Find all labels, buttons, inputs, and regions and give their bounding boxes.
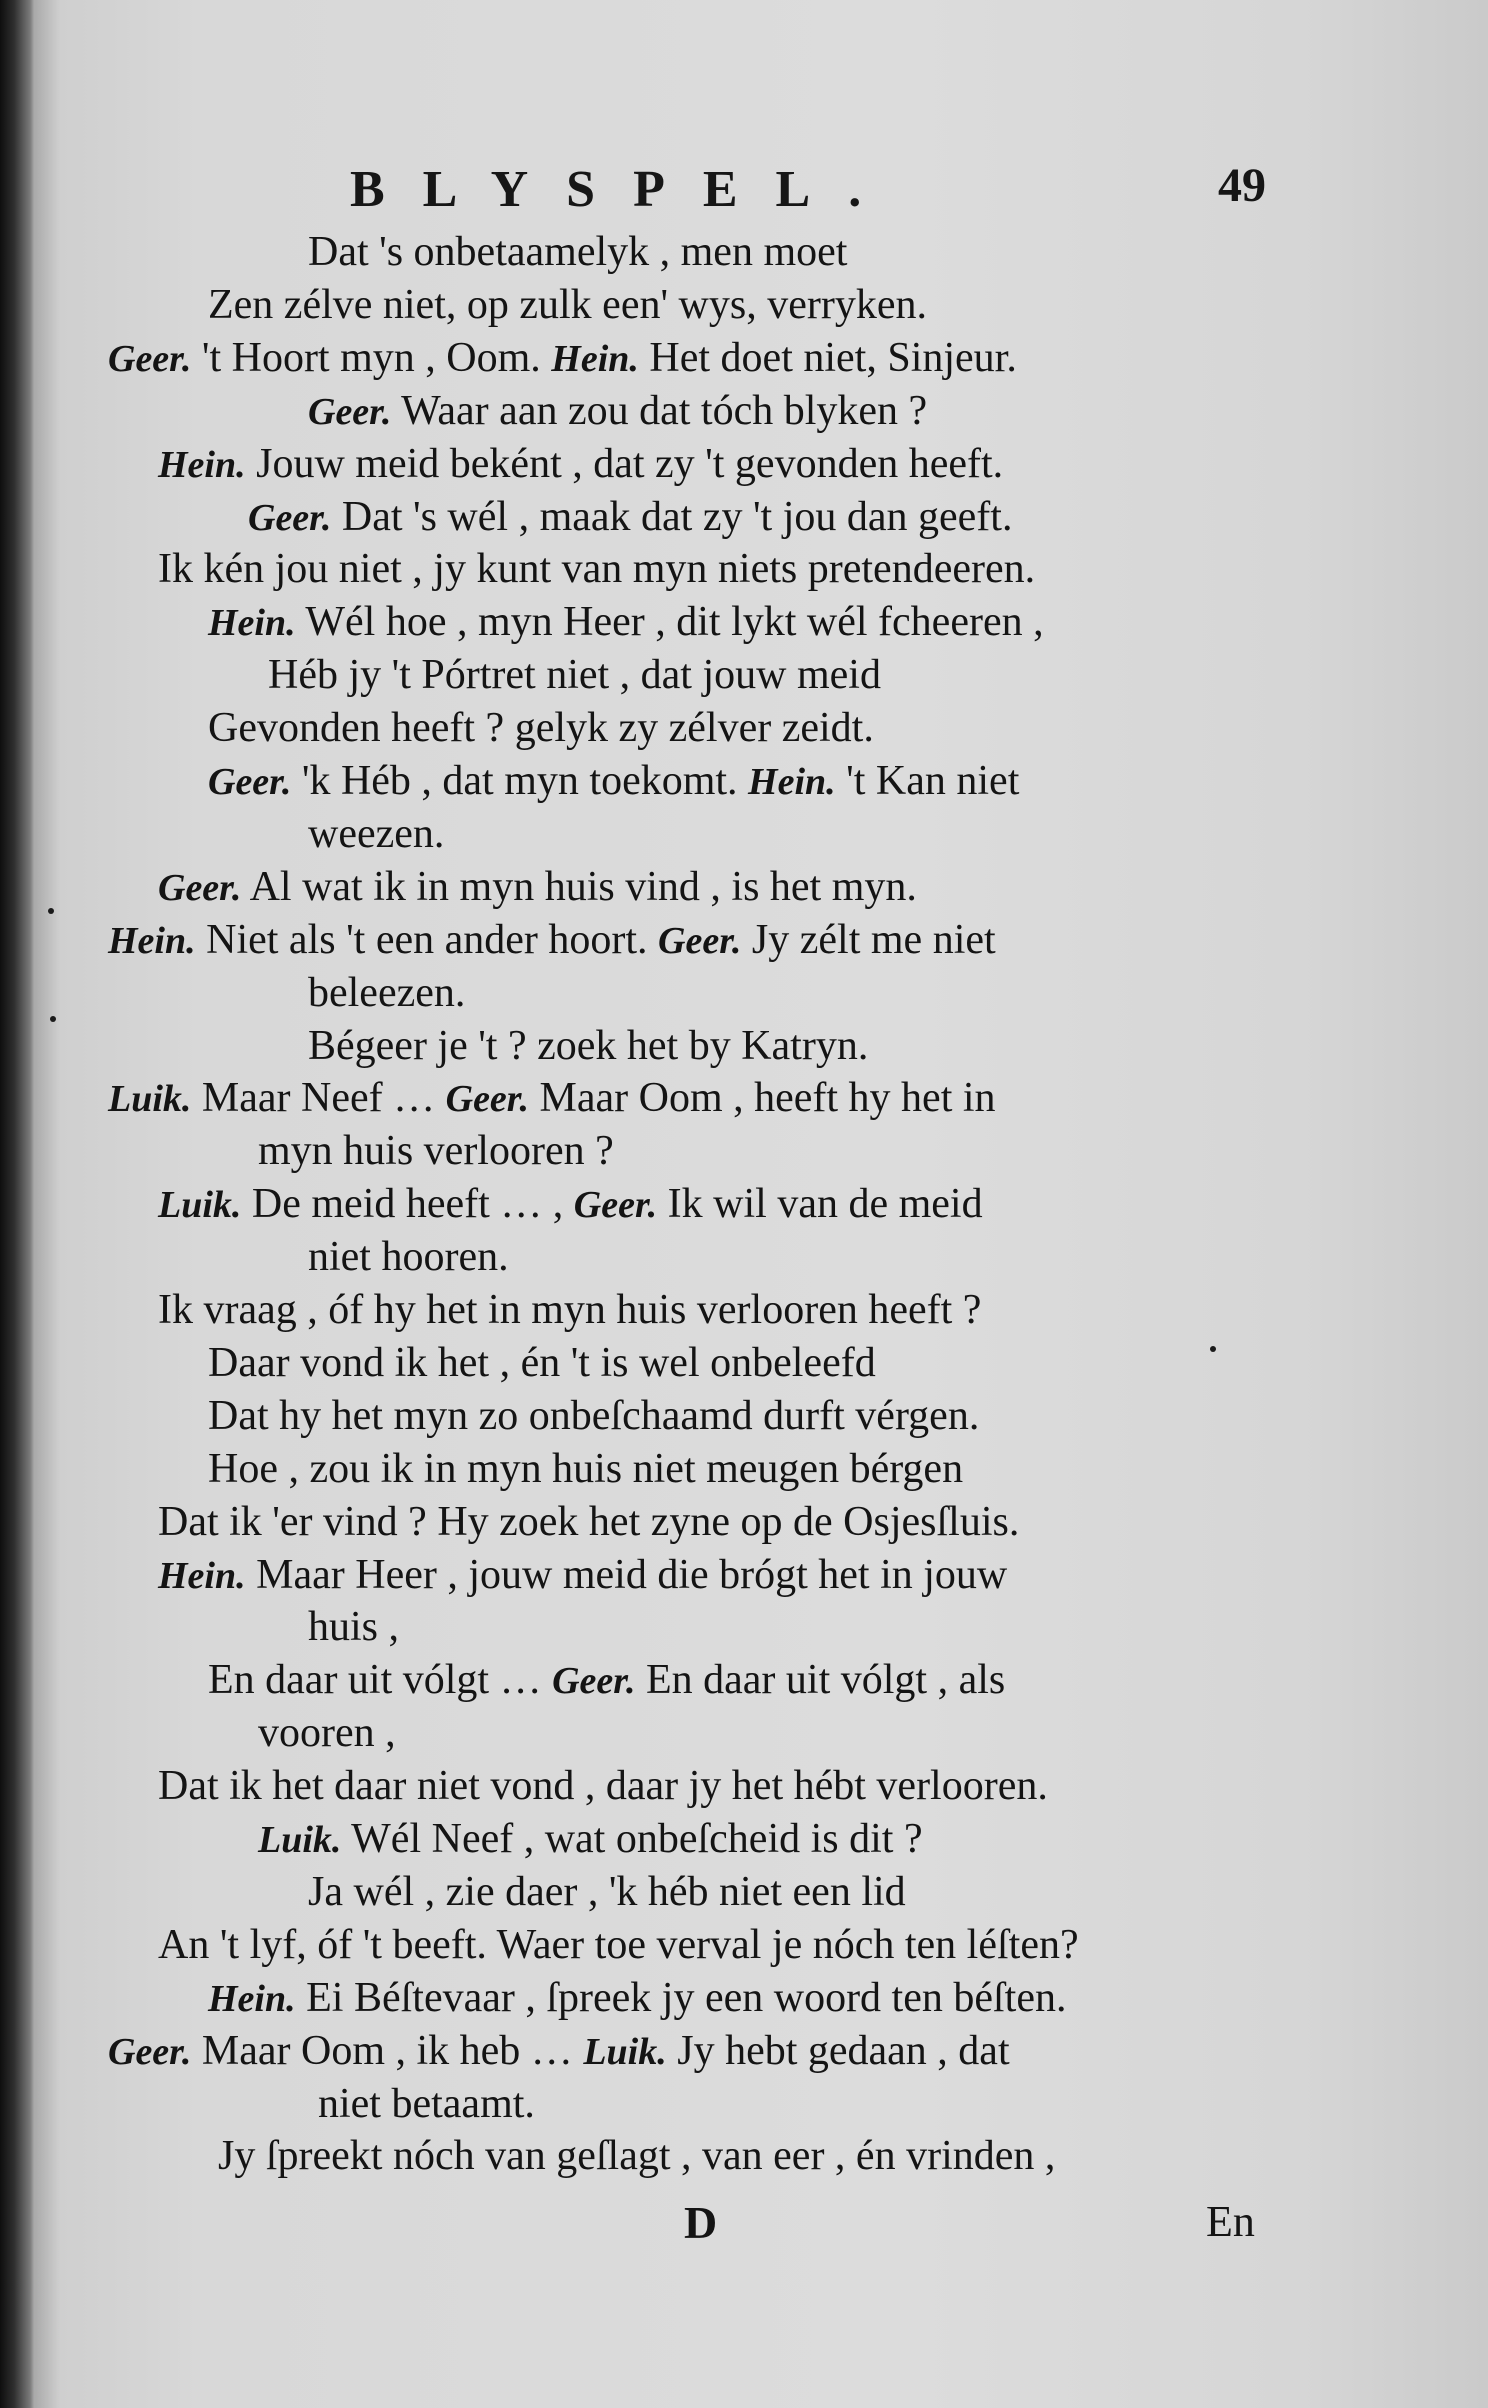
text-line (158, 438, 1003, 491)
line-text: 't Hoort myn , Oom. (201, 334, 541, 381)
text-line (258, 1813, 923, 1866)
line-text: Ja wél , zie daer , 'k héb niet een lid (308, 1868, 906, 1915)
line-text: En daar uit vólgt … (208, 1657, 542, 1704)
text-line (208, 1390, 979, 1442)
text-line (158, 1760, 1048, 1812)
text-line (158, 1284, 981, 1336)
text-line (108, 2025, 1010, 2078)
speaker-name: Geer. (445, 1078, 529, 1121)
line-text: Het doet niet, Sinjeur. (649, 334, 1017, 381)
text-line (258, 1707, 396, 1759)
speaker-name: Luik. (158, 1184, 242, 1227)
text-line (158, 861, 917, 914)
speaker-name: Geer. (208, 761, 292, 803)
line-text: niet hooren. (308, 1234, 509, 1281)
text-line (308, 1231, 509, 1283)
text-line (208, 755, 1019, 808)
speaker-name: Geer. (573, 1184, 658, 1227)
text-line (308, 967, 465, 1019)
speaker-name: Hein. (551, 337, 639, 380)
text-line (158, 1496, 1019, 1548)
text-line (308, 385, 927, 438)
line-text: En daar uit vólgt , als (645, 1657, 1006, 1704)
running-head: BLYSPEL. (350, 161, 900, 218)
text-line (158, 543, 1035, 595)
text-line (208, 1337, 876, 1389)
line-text: An 't lyf, óf 't beeft. Waer toe verval je nóch ten léſten? (158, 1921, 1079, 1968)
line-text: 'k Héb , dat myn toekomt. (301, 758, 738, 804)
text-line (108, 332, 1017, 385)
text-line (208, 279, 927, 331)
line-text: huis , (308, 1604, 400, 1651)
speaker-name: Geer. (552, 1660, 636, 1703)
line-text: Gevonden heeft ? gelyk zy zélver zeidt. (208, 705, 874, 752)
ink-speck (50, 1016, 56, 1022)
speaker-name: Hein. (158, 1554, 246, 1597)
page-number: 49 (1218, 159, 1266, 212)
speaker-name: Hein. (108, 919, 196, 962)
signature-mark: D (684, 2197, 718, 2248)
speaker-name: Geer. (108, 337, 192, 380)
text-line (208, 702, 874, 754)
speaker-name: Hein. (208, 602, 296, 645)
line-text: Niet als 't een ander hoort. (206, 916, 648, 963)
text-line (258, 1125, 614, 1177)
text-line (308, 1866, 906, 1918)
line-text: Héb jy 't Pórtret niet , dat jouw meid (268, 652, 881, 699)
line-text: Ei Béſtevaar , ſpreek jy een woord ten béſten. (306, 1974, 1067, 2021)
line-text: Dat hy het myn zo onbeſchaamd durft vérgen. (208, 1392, 980, 1439)
text-line (308, 226, 847, 278)
line-text: Jy zélt me niet (751, 916, 996, 963)
line-text: Maar Neef … (201, 1075, 436, 1122)
text-line (208, 1972, 1067, 2025)
speaker-name: Geer. (658, 919, 742, 962)
line-text: Ik vraag , óf hy het in myn huis verlooren heeft ? (158, 1287, 982, 1333)
text-line (308, 1601, 399, 1653)
text-line (208, 1443, 963, 1495)
speaker-name: Geer. (158, 866, 242, 909)
speaker-name: Luik. (108, 1078, 192, 1121)
line-text: Waar aan zou dat tóch blyken ? (401, 387, 928, 434)
speaker-name: Geer. (108, 2030, 192, 2073)
line-text: Jouw meid beként , dat zy 't gevonden heeft. (256, 440, 1004, 487)
text-line (248, 491, 1012, 544)
text-line (218, 2130, 1055, 2182)
line-text: Wél hoe , myn Heer , dit lykt wél fcheeren , (305, 599, 1044, 646)
line-text: Hoe , zou ik in myn huis niet meugen bérgen (208, 1445, 964, 1492)
text-line (108, 1072, 996, 1125)
line-text: Dat ik het daar niet vond , daar jy het hébt verlooren. (158, 1763, 1048, 1810)
line-text: Maar Oom , ik heb … (201, 2027, 573, 2074)
text-line (308, 1020, 868, 1072)
line-text: Zen zélve niet, op zulk een' wys, verryken. (208, 281, 927, 328)
line-text: Ik wil van de meid (667, 1181, 983, 1228)
text-line (268, 649, 881, 701)
text-line (158, 1919, 1079, 1971)
line-text: Daar vond ik het , én 't is wel onbeleefd (208, 1339, 876, 1386)
speaker-name: Luik. (583, 2030, 667, 2073)
text-line (308, 808, 444, 860)
text-line (158, 1549, 1007, 1602)
line-text: weezen. (308, 810, 445, 857)
line-text: vooren , (258, 1710, 396, 1757)
speaker-name: Hein. (158, 443, 246, 486)
speaker-name: Geer. (248, 496, 332, 539)
line-text: beleezen. (308, 969, 466, 1016)
line-text: De meid heeft … , (251, 1181, 564, 1228)
catchword: En (1206, 2197, 1255, 2246)
line-text: Dat 's wél , maak dat zy 't jou dan geeft. (341, 493, 1013, 540)
line-text: niet betaamt. (318, 2080, 535, 2127)
speaker-name: Geer. (308, 390, 392, 433)
line-text: Jy hebt gedaan , dat (677, 2027, 1010, 2074)
line-text: Bégeer je 't ? zoek het by Katryn. (308, 1022, 869, 1069)
text-line (108, 914, 996, 967)
text-line (208, 1654, 1005, 1707)
line-text: Jy ſpreekt nóch van geſlagt , van eer , én vrinden , (218, 2133, 1056, 2180)
line-text: Maar Heer , jouw meid die brógt het in jouw (256, 1551, 1008, 1598)
speaker-name: Hein. (208, 1977, 296, 2020)
line-text: Maar Oom , heeft hy het in (539, 1075, 996, 1122)
line-text: 't Kan niet (846, 758, 1020, 804)
ink-speck (1210, 1346, 1216, 1352)
line-text: Dat 's onbetaamelyk , men moet (308, 229, 848, 275)
text-line (158, 1178, 983, 1231)
speaker-name: Hein. (748, 761, 836, 803)
line-text: Dat ik 'er vind ? Hy zoek het zyne op de Osjesſluis. (158, 1498, 1020, 1545)
line-text: Al wat ik in myn huis vind , is het myn. (249, 863, 917, 910)
line-text: myn huis verlooren ? (258, 1128, 614, 1175)
ink-speck (48, 908, 54, 914)
line-text: Wél Neef , wat onbeſcheid is dit ? (351, 1816, 923, 1862)
text-line (208, 596, 1044, 649)
line-text: Ik kén jou niet , jy kunt van myn niets pretendeeren. (158, 546, 1036, 593)
text-line (318, 2078, 535, 2130)
speaker-name: Luik. (258, 1819, 342, 1861)
